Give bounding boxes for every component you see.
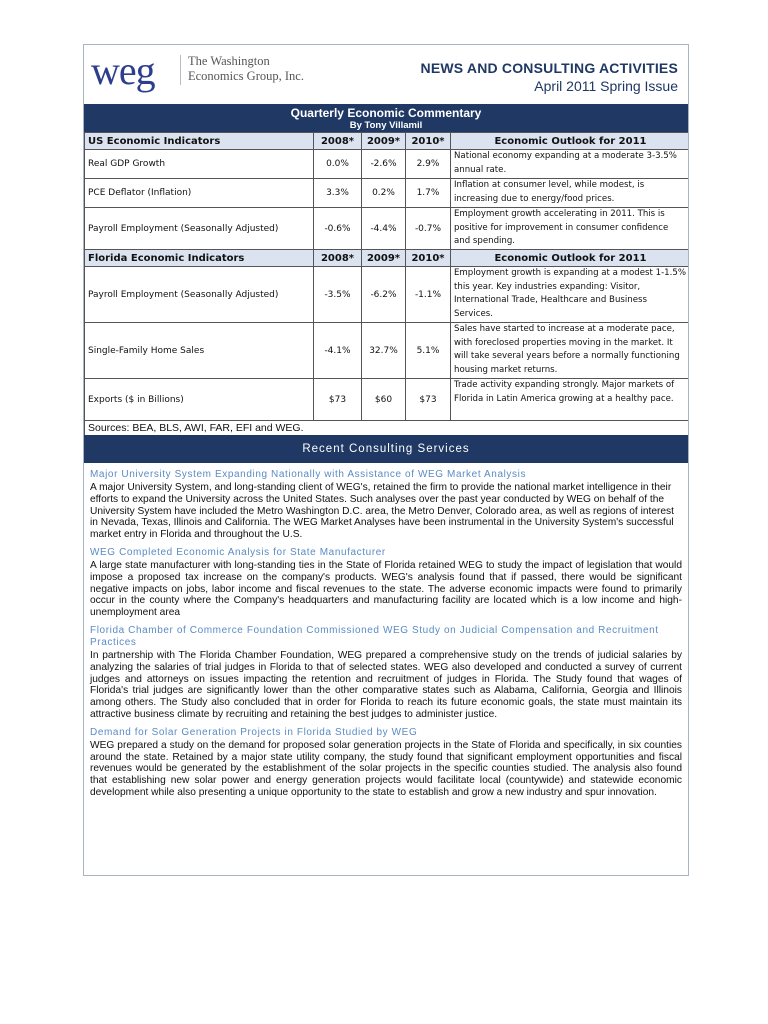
column-header: 2008*	[314, 133, 362, 150]
value-2009: 32.7%	[362, 323, 406, 379]
company-name-line2: Economics Group, Inc.	[188, 69, 304, 83]
indicator-name: Exports ($ in Billions)	[85, 379, 314, 421]
commentary-title: Quarterly Economic Commentary	[290, 106, 482, 120]
outlook-text: Sales have started to increase at a moderate pace, with foreclosed properties moving in the market. It will take several years before a normally functioning housing market returns.	[451, 323, 690, 379]
value-2009: $60	[362, 379, 406, 421]
article-body: In partnership with The Florida Chamber Foundation, WEG prepared a comprehensive study on the trends of judicial salaries by analyzing the salaries of trial judges in Florida to that of selected states. WEG also developed and conducted a survey of current judges and attorneys on issues impacting the retention and recruitment of judges in Florida. The Study found that wages of Florida's trial judges are significantly lower than the other comparative states such as Alabama, California, Georgia and Illinois among others. The Study also concluded that in order for Florida to reach its future economic goals, the state must maintain its attractive business climate by recruiting and retaining the best judges to administer justice.	[90, 649, 682, 720]
table-row	[85, 208, 690, 250]
value-2008: 0.0%	[314, 150, 362, 179]
article-heading: Florida Chamber of Commerce Foundation Commissioned WEG Study on Judicial Compensation and Recruitment Practices	[90, 624, 659, 648]
outlook-text: Employment growth is expanding at a modest 1-1.5% this year. Key industries expanding: Visitor, International Trade, Healthcare and Business Services.	[451, 267, 690, 323]
article-heading: Major University System Expanding Nationally with Assistance of WEG Market Analysis	[90, 469, 527, 480]
value-2009: -6.2%	[362, 267, 406, 323]
table-row	[85, 379, 690, 421]
column-header: Economic Outlook for 2011	[451, 133, 690, 150]
logo-divider	[180, 55, 181, 85]
value-2008: -4.1%	[314, 323, 362, 379]
value-2008: 3.3%	[314, 179, 362, 208]
column-header: 2010*	[406, 133, 451, 150]
column-header: 2009*	[362, 133, 406, 150]
column-header: 2010*	[406, 250, 451, 267]
article-heading: WEG Completed Economic Analysis for State Manufacturer	[90, 546, 386, 558]
outlook-text: National economy expanding at a moderate 3-3.5% annual rate.	[451, 150, 690, 179]
value-2010: 5.1%	[406, 323, 451, 379]
company-name-line1: The Washington	[188, 54, 270, 68]
value-2008: -3.5%	[314, 267, 362, 323]
table-row	[85, 323, 690, 379]
newsletter-header	[84, 45, 688, 104]
article-body: WEG prepared a study on the demand for proposed solar generation projects in the State of Florida and specifically, in six counties around the state. Retained by a major state utility company, the study found that significant employment opportunities and fiscal revenues would be generated by the establishment of the solar projects in the specific counties studied. The analysis also found that establishing new solar power and energy generation projects would facilitate local (countywide) and statewide economic development while also presenting a unique opportunity to the state to establish and grow a new industry and spur innovation.	[90, 739, 682, 798]
value-2010: -1.1%	[406, 267, 451, 323]
table-row	[85, 267, 690, 323]
outlook-text: Inflation at consumer level, while modest, is increasing due to energy/food prices.	[451, 179, 690, 208]
column-header: US Economic Indicators	[85, 133, 314, 150]
sources-row	[85, 421, 690, 436]
value-2010: $73	[406, 379, 451, 421]
value-2010: 2.9%	[406, 150, 451, 179]
indicator-name: Real GDP Growth	[85, 150, 314, 179]
value-2009: -2.6%	[362, 150, 406, 179]
column-header: 2008*	[314, 250, 362, 267]
newsletter-title: NEWS AND CONSULTING ACTIVITIES	[420, 60, 678, 76]
consulting-articles	[84, 469, 688, 799]
newsletter-issue: April 2011 Spring Issue	[534, 78, 678, 94]
indicators-table	[84, 132, 689, 435]
article-body: A large state manufacturer with long-standing ties in the State of Florida retained WEG to study the impact of legislation that would impose a proposed tax increase on the company's products. WEG's analysis found that if passed, there would be significant negative impacts on jobs, labor income and fiscal revenues to the state. The adverse economic impacts were found to primarily occur in the county where the Company's headquarters and manufacturing facility are located which is a low income and high-unemployment area	[90, 559, 682, 619]
value-2010: 1.7%	[406, 179, 451, 208]
table-row	[85, 150, 690, 179]
column-header: 2009*	[362, 250, 406, 267]
sources-note: Sources: BEA, BLS, AWI, FAR, EFI and WEG.	[85, 421, 690, 436]
fl-table-header	[85, 250, 690, 267]
value-2008: $73	[314, 379, 362, 421]
value-2009: -4.4%	[362, 208, 406, 250]
weg-logo: weg	[91, 48, 155, 93]
outlook-text: Trade activity expanding strongly. Major markets of Florida in Latin America growing at a healthy pace.	[451, 379, 690, 421]
indicator-name: Payroll Employment (Seasonally Adjusted)	[85, 208, 314, 250]
outlook-text: Employment growth accelerating in 2011. This is positive for improvement in consumer confidence and spending.	[451, 208, 690, 250]
table-row	[85, 179, 690, 208]
value-2008: -0.6%	[314, 208, 362, 250]
column-header: Economic Outlook for 2011	[451, 250, 690, 267]
indicator-name: PCE Deflator (Inflation)	[85, 179, 314, 208]
indicator-name: Single-Family Home Sales	[85, 323, 314, 379]
us-table-header	[85, 133, 690, 150]
commentary-byline: By Tony Villamil	[349, 120, 423, 131]
value-2010: -0.7%	[406, 208, 451, 250]
article-heading: Demand for Solar Generation Projects in Florida Studied by WEG	[90, 726, 418, 738]
commentary-banner	[84, 104, 688, 132]
article-body: A major University System, and long-standing client of WEG's, retained the firm to provide the national market intelligence in their efforts to expand the University across the United States. Such analyses over the past year conducted by WEG on behalf of the University System have included the Metro Washington D.C. area, the Metro Denver, Colorado area, as well as regions of interest in Nevada, Texas, Illinois and California. The WEG Market Analyses have been instrumental in the University System's successful market entry in Florida and throughout the U.S.	[90, 482, 674, 541]
value-2009: 0.2%	[362, 179, 406, 208]
company-name	[188, 54, 304, 84]
indicator-name: Payroll Employment (Seasonally Adjusted)	[85, 267, 314, 323]
newsletter-page	[83, 44, 689, 876]
column-header: Florida Economic Indicators	[85, 250, 314, 267]
consulting-banner: Recent Consulting Services	[84, 435, 688, 463]
